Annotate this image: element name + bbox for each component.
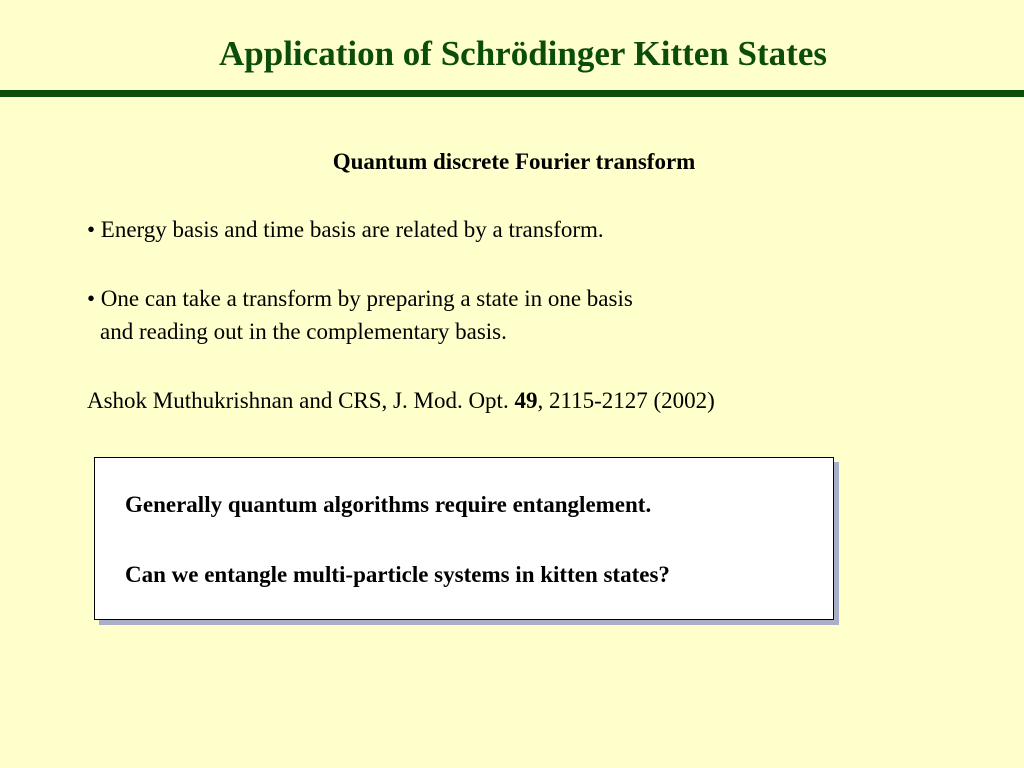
citation-pages-year: , 2115-2127 (2002): [537, 388, 715, 413]
bullet-transform-line2: and reading out in the complementary basis.: [100, 319, 507, 344]
citation-volume: 49: [514, 388, 538, 413]
slide-title: Application of Schrödinger Kitten States: [219, 34, 827, 73]
section-heading: Quantum discrete Fourier transform: [332, 149, 696, 174]
citation: [87, 385, 715, 417]
callout-box: [94, 457, 834, 620]
title-divider: [0, 90, 1024, 97]
callout-question: Can we entangle multi-particle systems in kitten states?: [125, 562, 670, 587]
bullet-energy-time: • Energy basis and time basis are related by a transform.: [87, 217, 604, 242]
bullet-transform-line1: • One can take a transform by preparing a state in one basis: [87, 286, 633, 311]
callout-statement: Generally quantum algorithms require entanglement.: [125, 492, 652, 517]
citation-authors-journal: Ashok Muthukrishnan and CRS, J. Mod. Opt.: [87, 388, 515, 413]
